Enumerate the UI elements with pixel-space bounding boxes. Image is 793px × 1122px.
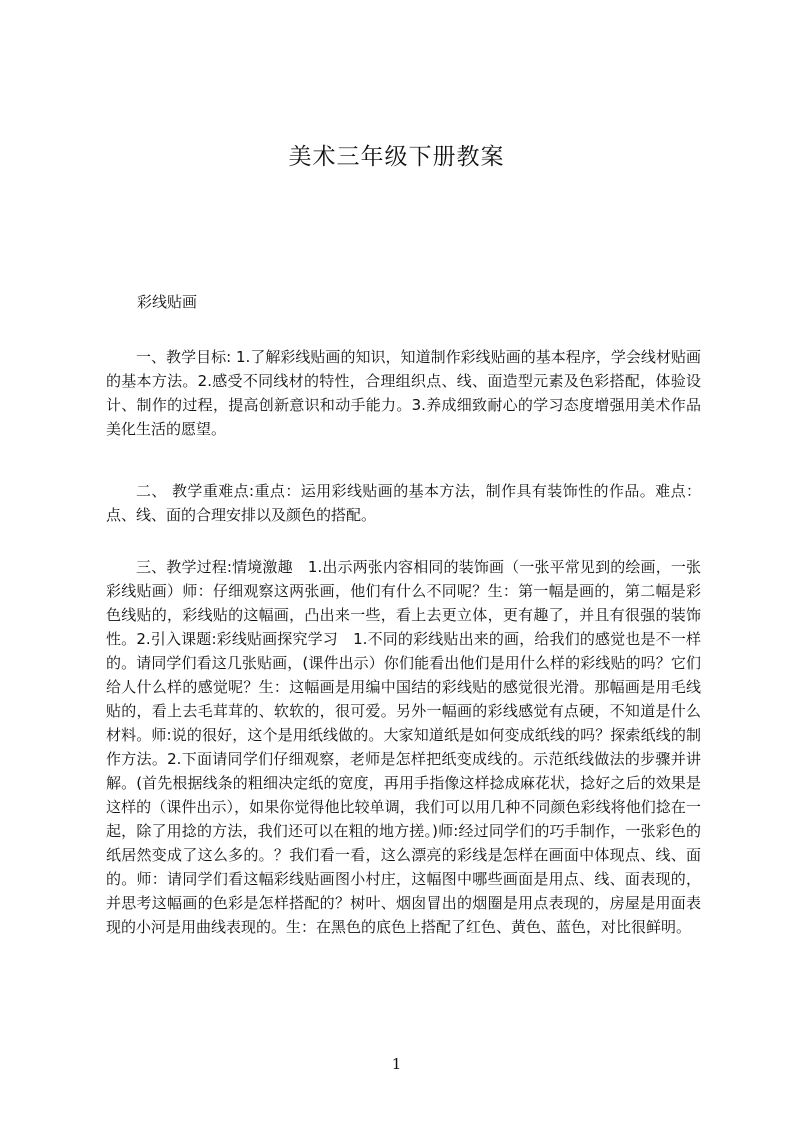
paragraph-process: 三、教学过程:情境激趣 1.出示两张内容相同的装饰画（一张平常见到的绘画，一张彩线贴画）师：仔细观察这两张画，他们有什么不同呢？生：第一幅是画的，第二幅是彩色线贴的，彩线贴的这幅画，凸出来一些，看上去更立体，更有趣了，并且有很强的装饰性。2.引入课题:彩线贴画探究学习 1.不同的彩线贴出来的画，给我们的感觉也是不一样的。请同学们看这几张贴画，(课件出示）你们能看出他们是用什么样的彩线贴的吗？它们给人什么样的感觉呢？生：这幅画是用编中国结的彩线贴的感觉很光滑。那幅画是用毛线贴的，看上去毛茸茸的、软软的，很可爱。另外一幅画的彩线感觉有点硬，不知道是什么材料。师:说的很好，这个是用纸线做的。大家知道纸是如何变成纸线的吗？探索纸线的制作方法。2.下面请同学们仔细观察，老师是怎样把纸变成线的。示范纸线做法的步骤并讲解。(首先根据线条的粗细决定纸的宽度，再用手指像这样捻成麻花状，捻好之后的效果是这样的（课件出示），如果你觉得他比较单调，我们可以用几种不同颜色彩线将他们捻在一起，除了用捻的方法，我们还可以在粗的地方搓。)师:经过同学们的巧手制作，一张彩色的纸居然变成了这么多的。？我们看一看，这么漂亮的彩线是怎样在画面中体现点、线、面的。师：请同学们看这幅彩线贴画图小村庄，这幅图中哪些画面是用点、线、面表现的，并思考这幅画的色彩是怎样搭配的？树叶、烟囱冒出的烟圈是用点表现的，房屋是用面表现的小河是用曲线表现的。生：在黑色的底色上搭配了红色、黄色、蓝色，对比很鲜明。 (106, 558, 701, 936)
document-title: 美术三年级下册教案 (288, 144, 505, 170)
page-number: 1 (391, 1055, 402, 1073)
lesson-subtitle: 彩线贴画 (137, 293, 198, 311)
paragraph-objectives: 一、教学目标: 1.了解彩线贴画的知识，知道制作彩线贴画的基本程序，学会线材贴画的基本方法。2.感受不同线材的特性，合理组织点、线、面造型元素及色彩搭配，体验设计、制作的过程，提高创新意识和动手能力。3.养成细致耐心的学习态度增强用美术作品美化生活的愿望。 (106, 348, 701, 438)
paragraph-key-points: 二、 教学重难点:重点：运用彩线贴画的基本方法，制作具有装饰性的作品。难点：点、线、面的合理安排以及颜色的搭配。 (106, 482, 701, 524)
